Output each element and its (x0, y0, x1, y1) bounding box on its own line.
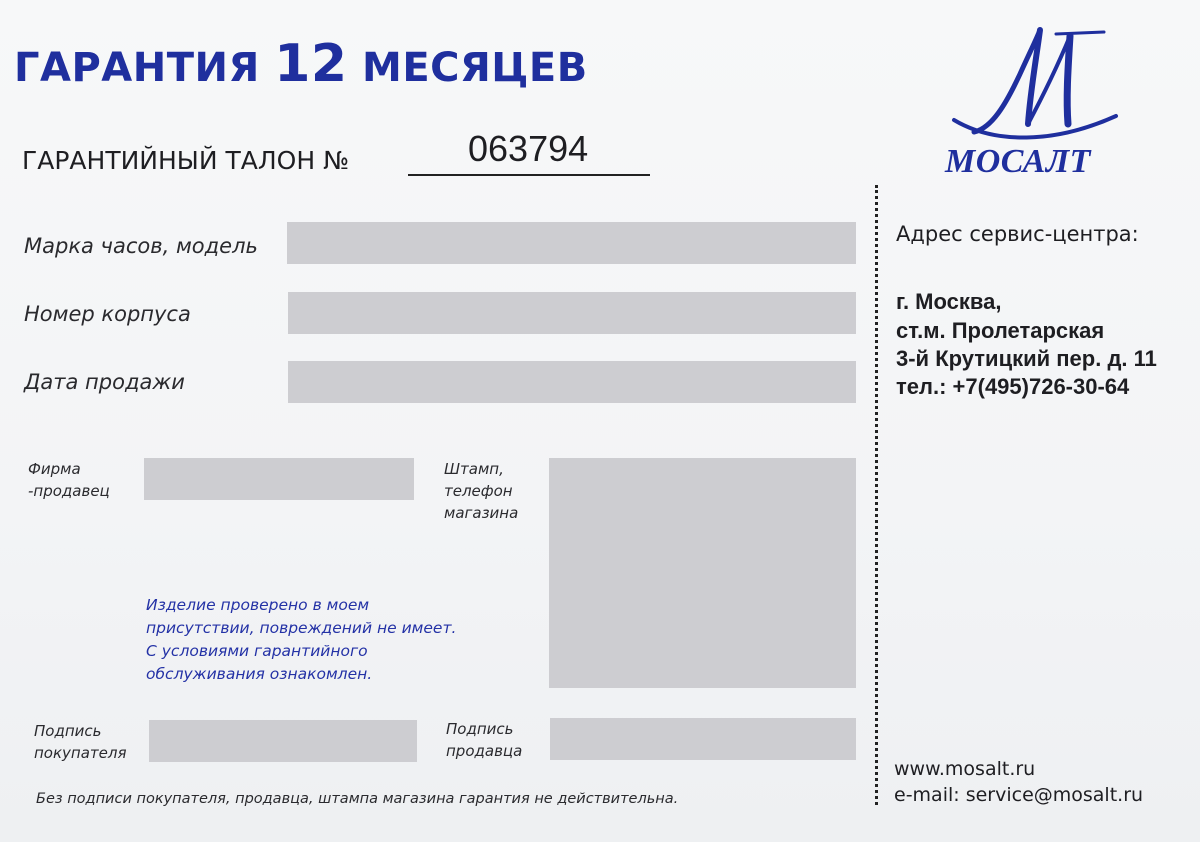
seller-firm-field[interactable] (144, 458, 414, 500)
buyer-signature-label: Подпись покупателя (34, 722, 127, 762)
dotted-divider (875, 185, 878, 805)
title-prefix: ГАРАНТИЯ (14, 45, 260, 91)
store-stamp-label: Штамп, телефон магазина (444, 460, 519, 522)
store-stamp-field[interactable] (549, 458, 856, 688)
case-number-label: Номер корпуса (24, 302, 191, 326)
seller-signature-label: Подпись продавца (446, 720, 523, 760)
title-suffix: МЕСЯЦЕВ (362, 45, 588, 91)
service-metro: ст.м. Пролетарская (896, 318, 1105, 343)
website-link[interactable]: www.mosalt.ru (894, 758, 1036, 780)
sale-date-label: Дата продажи (24, 370, 185, 394)
seller-firm-label: Фирма -продавец (28, 460, 110, 500)
brand-model-field[interactable] (287, 222, 856, 264)
sale-date-field[interactable] (288, 361, 856, 403)
ticket-number: 063794 (468, 128, 589, 169)
service-heading: Адрес сервис-центра: (896, 222, 1139, 246)
buyer-signature-field[interactable] (149, 720, 417, 762)
ticket-underline (408, 174, 650, 176)
disclaimer: Без подписи покупателя, продавца, штампа магазина гарантия не действительна. (36, 791, 679, 807)
title-number: 12 (274, 34, 348, 94)
service-street: 3-й Крутицкий пер. д. 11 (896, 346, 1157, 371)
brand-model-label: Марка часов, модель (24, 234, 258, 258)
logo-text: МОСАЛТ (945, 143, 1091, 180)
ticket-label: ГАРАНТИЙНЫЙ ТАЛОН № (22, 146, 350, 175)
service-phone: тел.: +7(495)726-30-64 (896, 374, 1130, 399)
acceptance-note: Изделие проверено в моем присутствии, повреждений не имеет. С условиями гарантийного обслуживания ознакомлен. (146, 596, 457, 683)
case-number-field[interactable] (288, 292, 856, 334)
service-city: г. Москва, (896, 289, 1002, 314)
page-title (14, 34, 588, 94)
email-link[interactable]: e-mail: service@mosalt.ru (894, 784, 1144, 806)
seller-signature-field[interactable] (550, 718, 856, 760)
